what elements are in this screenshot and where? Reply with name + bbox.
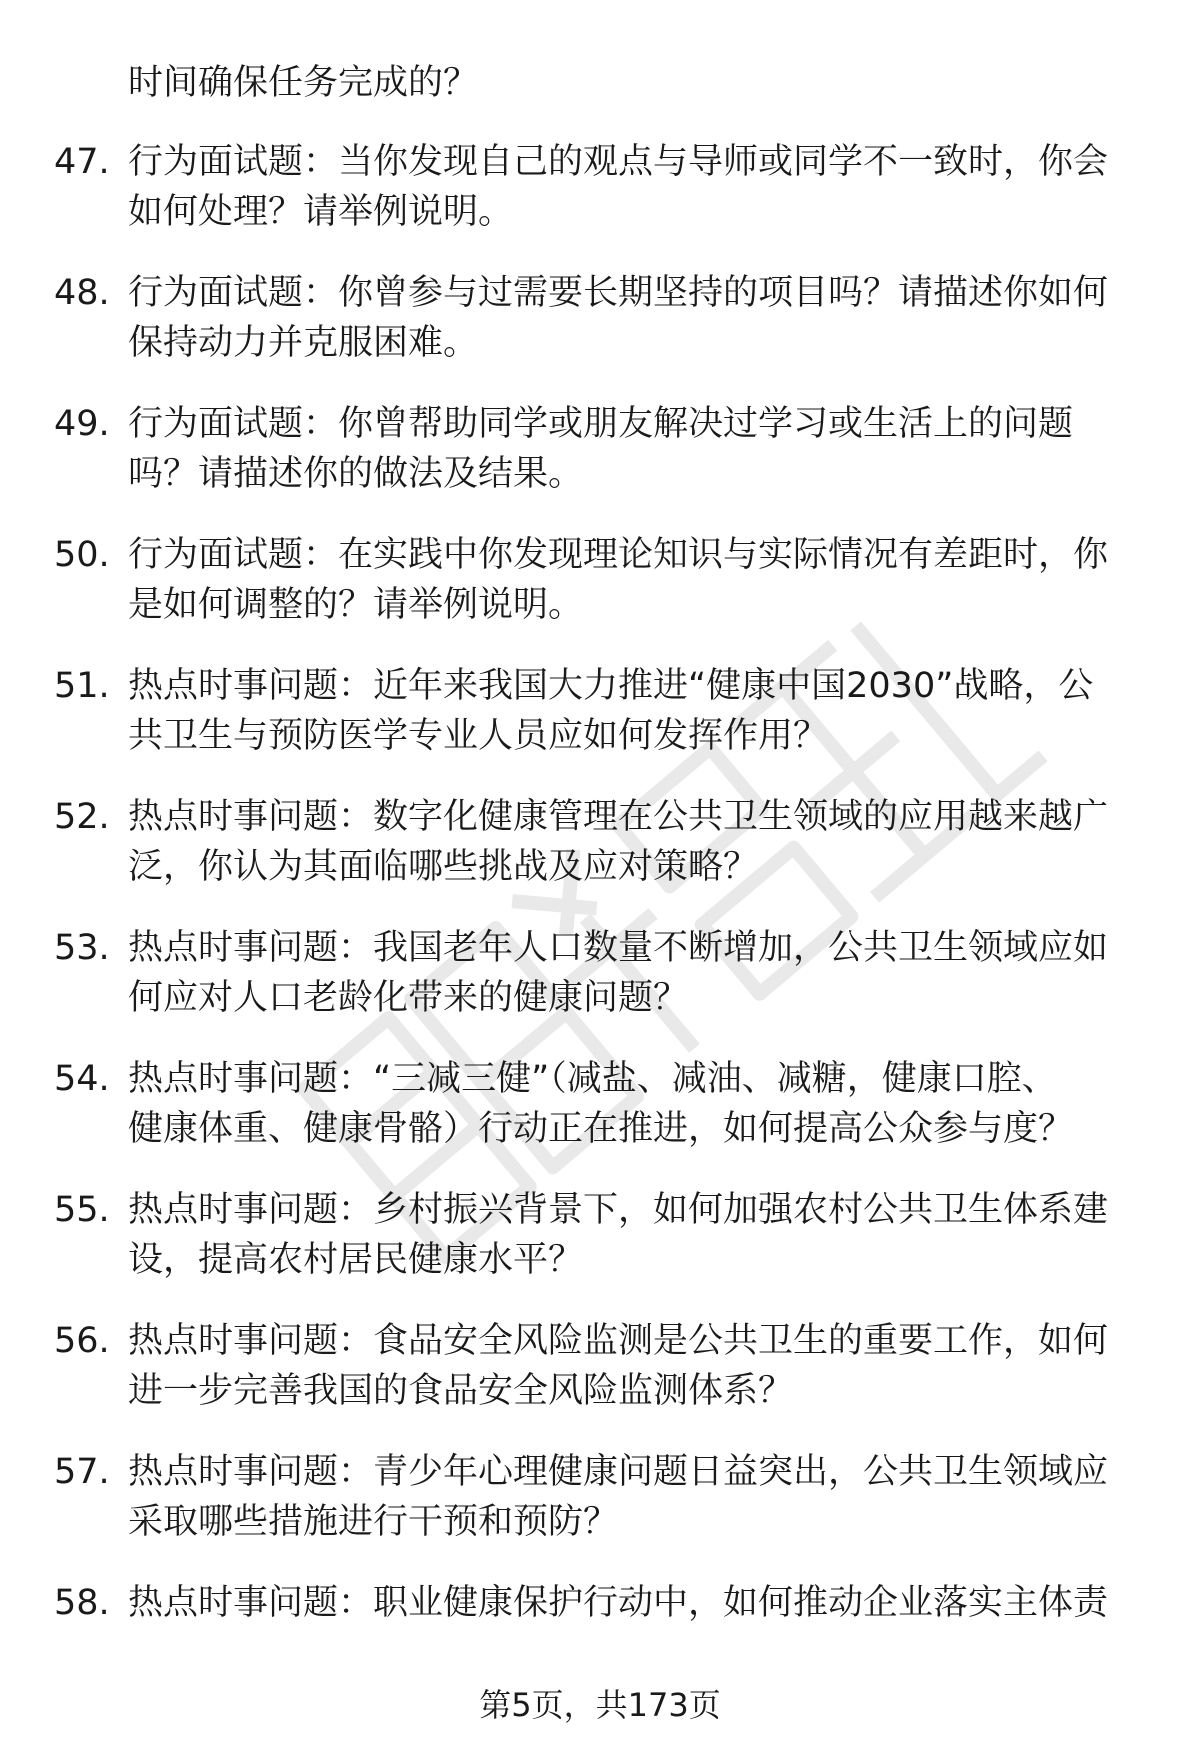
item-line: 热点时事问题：我国老年人口数量不断增加，公共卫生领域应如 [128, 928, 1109, 968]
item-text [128, 1578, 1158, 1628]
item-line: 热点时事问题：职业健康保护行动中，如何推动企业落实主体责 [128, 1583, 1109, 1623]
list-item [0, 1447, 1200, 1578]
item-line: 进一步完善我国的食品安全风险监测体系？ [128, 1371, 794, 1411]
item-number: 56. [54, 1321, 110, 1361]
list-item [0, 1054, 1200, 1185]
item-number: 48. [54, 273, 110, 313]
list-item [0, 792, 1200, 923]
item-line: 何应对人口老龄化带来的健康问题？ [128, 978, 689, 1018]
item-number: 52. [54, 797, 110, 837]
item-line: 行为面试题：在实践中你发现理论知识与实际情况有差距时，你 [128, 535, 1109, 575]
item-text [128, 1185, 1158, 1285]
list-item [0, 923, 1200, 1054]
list-item [0, 661, 1200, 792]
item-text [128, 399, 1158, 499]
item-text [128, 923, 1158, 1023]
list-item [0, 1185, 1200, 1316]
item-number: 50. [54, 535, 110, 575]
item-text [128, 1316, 1158, 1416]
item-line: 保持动力并克服困难。 [128, 323, 479, 363]
item-number: 53. [54, 928, 110, 968]
item-line: 热点时事问题：数字化健康管理在公共卫生领域的应用越来越广 [128, 797, 1109, 837]
item-line: 行为面试题：你曾帮助同学或朋友解决过学习或生活上的问题 [128, 404, 1074, 444]
item-number: 47. [54, 142, 110, 182]
item-line: 热点时事问题：近年来我国大力推进“健康中国2030”战略，公 [128, 666, 1094, 706]
item-line: 行为面试题：当你发现自己的观点与导师或同学不一致时，你会 [128, 142, 1109, 182]
item-text [128, 137, 1158, 237]
item-text [128, 1447, 1158, 1547]
item-number: 54. [54, 1059, 110, 1099]
item-line: 泛，你认为其面临哪些挑战及应对策略？ [128, 847, 759, 887]
list-item [0, 530, 1200, 661]
item-number: 58. [54, 1583, 110, 1623]
continuation-text: 时间确保任务完成的？ [128, 63, 479, 103]
item-line: 如何处理？请举例说明。 [128, 192, 514, 232]
item-text [128, 792, 1158, 892]
list-item [0, 399, 1200, 530]
item-line: 吗？请描述你的做法及结果。 [128, 454, 584, 494]
item-number: 55. [54, 1190, 110, 1230]
item-number: 51. [54, 666, 110, 706]
page-footer: 第5页，共173页 [479, 1686, 721, 1724]
list-item [0, 137, 1200, 268]
item-number: 49. [54, 404, 110, 444]
item-line: 设，提高农村居民健康水平？ [128, 1240, 584, 1280]
list-item [0, 1316, 1200, 1447]
item-line: 热点时事问题：食品安全风险监测是公共卫生的重要工作，如何 [128, 1321, 1109, 1361]
item-line: 共卫生与预防医学专业人员应如何发挥作用？ [128, 716, 829, 756]
item-text [128, 268, 1158, 368]
item-line: 行为面试题：你曾参与过需要长期坚持的项目吗？请描述你如何 [128, 273, 1109, 313]
item-number: 57. [54, 1452, 110, 1492]
item-line: 热点时事问题：乡村振兴背景下，如何加强农村公共卫生体系建 [128, 1190, 1109, 1230]
question-list [0, 137, 1200, 1709]
item-text [128, 1054, 1158, 1154]
item-line: 是如何调整的？请举例说明。 [128, 585, 584, 625]
list-item [0, 268, 1200, 399]
item-line: 健康体重、健康骨骼）行动正在推进，如何提高公众参与度？ [128, 1109, 1074, 1149]
item-line: 热点时事问题：“三减三健”（减盐、减油、减糖，健康口腔、 [128, 1059, 1057, 1099]
item-text [128, 661, 1158, 761]
item-line: 热点时事问题：青少年心理健康问题日益突出，公共卫生领域应 [128, 1452, 1109, 1492]
item-line: 采取哪些措施进行干预和预防？ [128, 1502, 619, 1542]
item-text [128, 530, 1158, 630]
